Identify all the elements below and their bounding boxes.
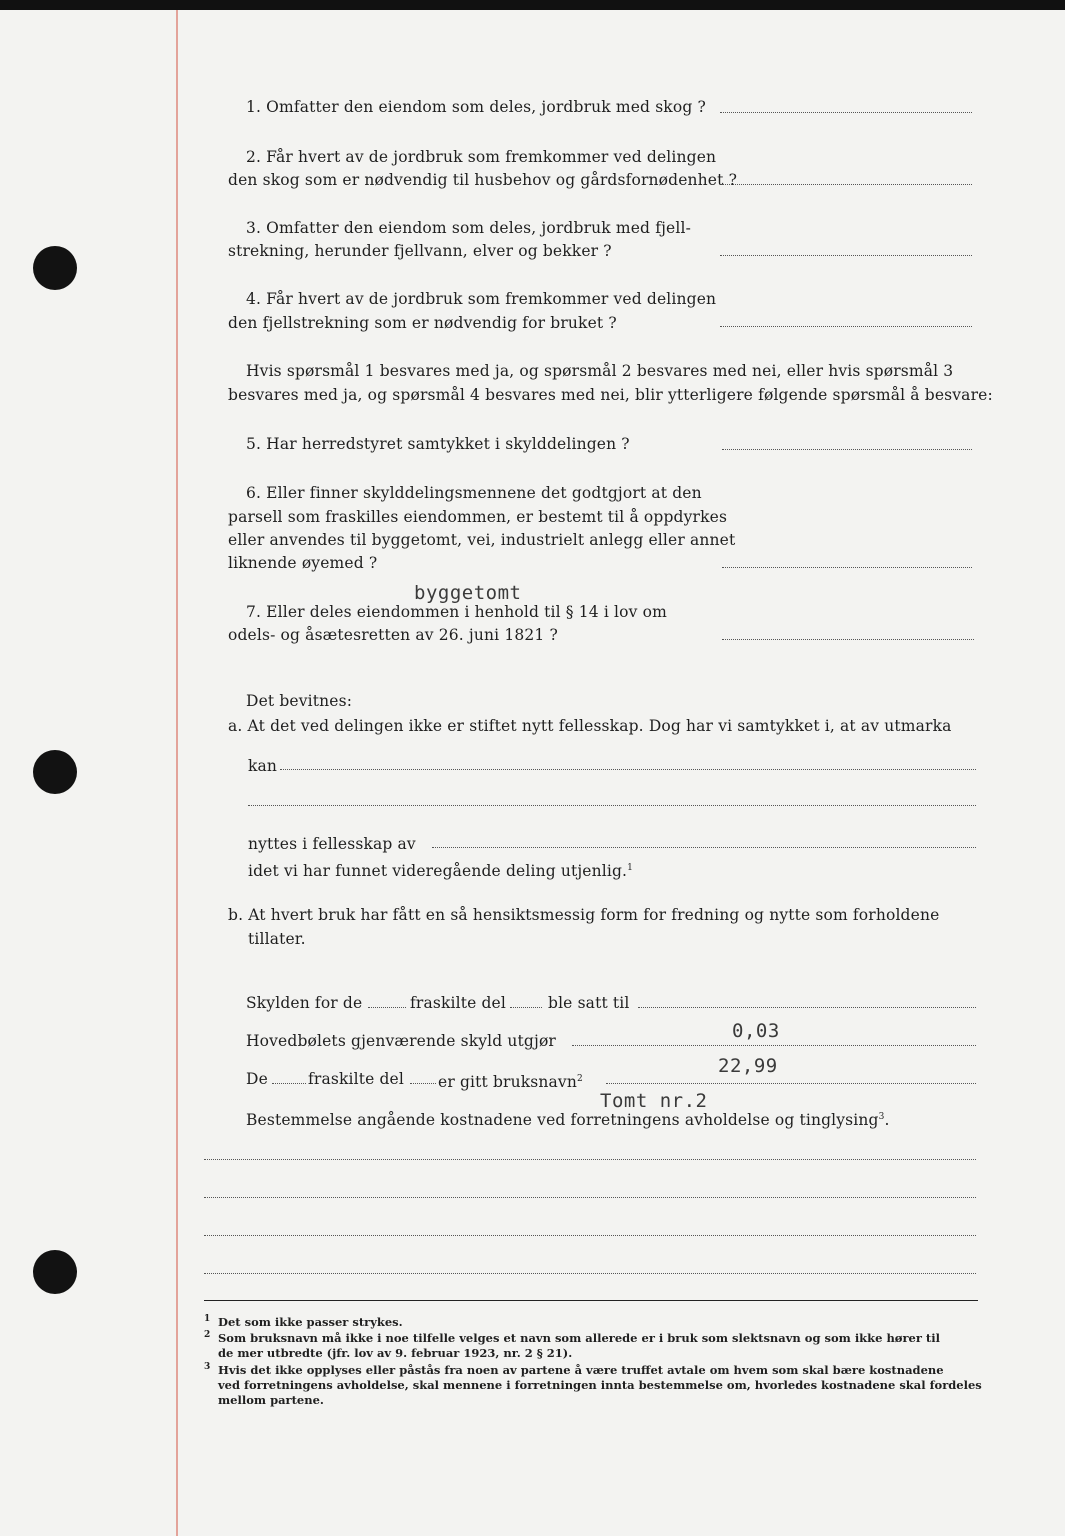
footnote-3-number: 3 [204, 1362, 211, 1372]
bestemmelse-line-2[interactable] [204, 1197, 976, 1198]
skylden-for-de: Skylden for de [246, 994, 363, 1012]
question-5: 5. Har herredstyret samtykket i skylddelingen ? [246, 435, 630, 453]
de-label: De [246, 1070, 268, 1088]
typed-skyld-value-2: 22,99 [718, 1055, 778, 1077]
attestation-idet [248, 859, 633, 880]
answer-line-6[interactable] [722, 567, 972, 568]
footnote-3-line-3: mellom partene. [218, 1393, 324, 1407]
footnote-ref-1: 1 [627, 863, 634, 873]
answer-line-2[interactable] [722, 184, 972, 185]
question-2-line-2: den skog som er nødvendig til husbehov og gårdsfornødenhet ? [228, 171, 738, 189]
kan-fill-line[interactable] [280, 769, 976, 770]
attestation-b-line-2: tillater. [248, 930, 306, 948]
attestation-b-line-1: b. At hvert bruk har fått en så hensiktsmessig form for fredning og nytte som forholdene [228, 906, 940, 924]
question-1: 1. Omfatter den eiendom som deles, jordbruk med skog ? [246, 98, 706, 116]
footnote-1-number: 1 [204, 1314, 211, 1324]
footnote-2-line-1: Som bruksnavn må ikke i noe tilfelle velges et navn som allerede er i bruk som slektsnavn og som ikke hører til [218, 1331, 940, 1345]
answer-line-7[interactable] [722, 639, 974, 640]
question-4-line-2: den fjellstrekning som er nødvendig for bruket ? [228, 314, 617, 332]
answer-line-1[interactable] [720, 112, 972, 113]
punch-hole [33, 246, 77, 290]
bestemmelse-line-3[interactable] [204, 1235, 976, 1236]
attestation-heading: Det bevitnes: [246, 692, 353, 710]
attestation-kan: kan [248, 757, 278, 775]
hovedbol-fill-line[interactable] [572, 1045, 976, 1046]
punch-hole [33, 1250, 77, 1294]
attestation-nyttes: nyttes i fellesskap av [248, 835, 416, 853]
footnote-ref-2: 2 [576, 1074, 583, 1084]
attestation-a-line-1: a. At det ved delingen ikke er stiftet nytt fellesskap. Dog har vi samtykket i, at av utmarka [228, 717, 952, 735]
kan-fill-line-2[interactable] [248, 805, 976, 806]
footnote-ref-3: 3 [878, 1112, 885, 1122]
footnote-2-line-2: de mer utbredte (jfr. lov av 9. februar 1923, nr. 2 § 21). [218, 1346, 573, 1360]
footnote-3-line-2: ved forretningens avholdelse, skal mennene i forretningen innta bestemmelse om, hvorledes kostnadene skal fordeles [218, 1378, 982, 1392]
scan-top-edge [0, 0, 1065, 10]
question-3-line-2: strekning, herunder fjellvann, elver og bekker ? [228, 242, 612, 260]
question-6-line-1: 6. Eller finner skylddelingsmennene det godtgjort at den [246, 484, 702, 502]
condition-line-1: Hvis spørsmål 1 besvares med ja, og spørsmål 2 besvares med nei, eller hvis spørsmål 3 [246, 362, 954, 380]
typed-bruksnavn: Tomt nr.2 [600, 1090, 708, 1112]
footnote-separator [204, 1300, 978, 1301]
bruksnavn-fill-line[interactable] [606, 1083, 976, 1084]
margin-rule [176, 10, 178, 1536]
fraskilte-del: fraskilte del [410, 994, 506, 1012]
bestemmelse-line-1[interactable] [204, 1159, 976, 1160]
question-6-line-3: eller anvendes til byggetomt, vei, industrielt anlegg eller annet [228, 531, 736, 549]
nyttes-fill-line[interactable] [432, 847, 976, 848]
answer-line-4[interactable] [720, 326, 972, 327]
footnote-2-number: 2 [204, 1330, 211, 1340]
question-4-line-1: 4. Får hvert av de jordbruk som fremkommer ved delingen [246, 290, 717, 308]
typed-answer-byggetomt: byggetomt [414, 582, 522, 604]
skylden-fill-a[interactable] [368, 1007, 406, 1008]
attestation-idet-text: idet vi har funnet videregående deling utjenlig. [248, 862, 628, 881]
de-fill-a[interactable] [272, 1083, 306, 1084]
skylden-fill-c[interactable] [638, 1007, 976, 1008]
question-6-line-2: parsell som fraskilles eiendommen, er bestemt til å oppdyrkes [228, 508, 728, 526]
er-gitt-bruksnavn [438, 1070, 583, 1091]
question-7-line-2: odels- og åsætesretten av 26. juni 1821 ? [228, 626, 558, 644]
typed-skyld-value-1: 0,03 [732, 1020, 780, 1042]
condition-line-2: besvares med ja, og spørsmål 4 besvares med nei, blir ytterligere følgende spørsmål å besvare: [228, 386, 993, 404]
ble-satt-til: ble satt til [548, 994, 630, 1012]
question-3-line-1: 3. Omfatter den eiendom som deles, jordbruk med fjell- [246, 219, 691, 237]
skylden-fill-b[interactable] [510, 1007, 542, 1008]
question-7-line-1: 7. Eller deles eiendommen i henhold til § 14 i lov om [246, 603, 667, 621]
question-6-line-4: liknende øyemed ? [228, 554, 378, 572]
footnote-3-line-1: Hvis det ikke opplyses eller påstås fra noen av partene å være truffet avtale om hvem som skal bære kostnadene [218, 1363, 944, 1377]
bestemmelse-line-4[interactable] [204, 1273, 976, 1274]
bestemmelse-text: Bestemmelse angående kostnadene ved forretningens avholdelse og tinglysing [246, 1111, 879, 1130]
answer-line-3[interactable] [720, 255, 972, 256]
er-gitt-bruksnavn-text: er gitt bruksnavn [438, 1073, 577, 1092]
de-fill-b[interactable] [410, 1083, 436, 1084]
question-2-line-1: 2. Får hvert av de jordbruk som fremkommer ved delingen [246, 148, 717, 166]
punch-hole [33, 750, 77, 794]
fraskilte-del-2: fraskilte del [308, 1070, 404, 1088]
bestemmelse: Bestemmelse angående kostnadene ved forretningens avholdelse og tinglysing$^3$. [246, 1111, 890, 1130]
footnote-1: Det som ikke passer strykes. [218, 1315, 403, 1329]
hovedbol-label: Hovedbølets gjenværende skyld utgjør [246, 1032, 556, 1050]
answer-line-5[interactable] [722, 449, 972, 450]
